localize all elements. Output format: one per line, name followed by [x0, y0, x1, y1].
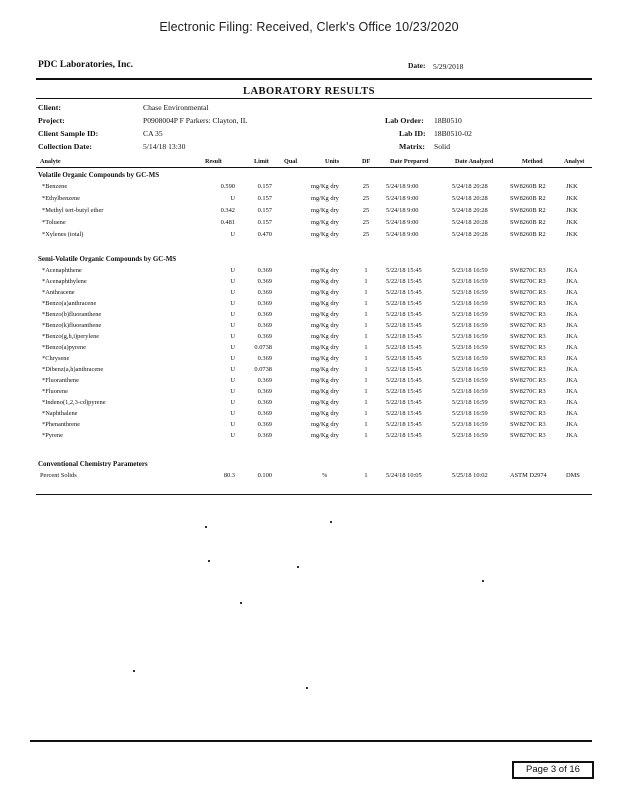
analyte-cell: *Acenaphthene [42, 267, 82, 274]
analyte-cell: *Benzo(b)fluoranthene [42, 311, 102, 318]
analyst-cell: JKA [566, 322, 578, 329]
date-prepared-cell: 5/24/18 10:05 [386, 472, 422, 479]
method-cell: SW8260B R2 [510, 219, 546, 226]
table-row [0, 300, 618, 311]
date-analyzed-cell: 5/23/18 16:59 [452, 300, 488, 307]
df-cell: 1 [364, 278, 368, 285]
lab-id-value: 18B0510-02 [434, 129, 472, 138]
method-cell: SW8270C R3 [510, 333, 546, 340]
result-cell: 80.3 [223, 472, 235, 479]
df-cell: 1 [364, 267, 368, 274]
result-cell: U [230, 432, 235, 439]
result-cell: U [230, 195, 235, 202]
units-cell: mg/Kg dry [311, 207, 339, 214]
col-units: Units [325, 158, 340, 165]
col-method: Method [522, 158, 543, 165]
limit-cell: 0.470 [257, 231, 272, 238]
scan-speck [482, 580, 484, 582]
date-prepared-cell: 5/24/18 9:00 [386, 207, 419, 214]
result-cell: U [230, 399, 235, 406]
date-prepared-cell: 5/22/18 15:45 [386, 355, 422, 362]
method-cell: SW8260B R2 [510, 207, 546, 214]
project-label: Project: [38, 116, 65, 125]
df-cell: 1 [364, 300, 368, 307]
table-row [0, 399, 618, 410]
df-cell: 25 [362, 195, 370, 202]
col-date-analyzed: Date Analyzed [455, 158, 494, 165]
method-cell: SW8270C R3 [510, 289, 546, 296]
result-cell: U [230, 421, 235, 428]
client-sample-id-label: Client Sample ID: [38, 129, 99, 138]
limit-cell: 0.369 [257, 399, 272, 406]
collection-date-label: Collection Date: [38, 142, 92, 151]
df-cell: 25 [362, 183, 370, 190]
result-cell: U [230, 366, 235, 373]
result-cell: 0.342 [220, 207, 235, 214]
date-analyzed-cell: 5/23/18 16:59 [452, 388, 488, 395]
date-analyzed-cell: 5/24/18 20:28 [452, 231, 488, 238]
method-cell: SW8270C R3 [510, 322, 546, 329]
method-cell: ASTM D2974 [510, 472, 547, 479]
date-prepared-cell: 5/24/18 9:00 [386, 195, 419, 202]
df-cell: 25 [362, 231, 370, 238]
date-prepared-cell: 5/22/18 15:45 [386, 410, 422, 417]
table-row [0, 355, 618, 366]
date-prepared-cell: 5/22/18 15:45 [386, 311, 422, 318]
limit-cell: 0.157 [257, 219, 272, 226]
date-analyzed-cell: 5/23/18 16:59 [452, 289, 488, 296]
col-result: Result [205, 158, 222, 165]
table-row [0, 278, 618, 289]
analyst-cell: JKK [566, 183, 578, 190]
limit-cell: 0.369 [257, 300, 272, 307]
scan-speck [240, 602, 242, 604]
df-cell: 1 [364, 344, 368, 351]
analyte-cell: *Xylenes (total) [42, 231, 84, 238]
analyst-cell: JKA [566, 333, 578, 340]
company-name: PDC Laboratories, Inc. [38, 60, 133, 70]
scan-speck [330, 521, 332, 523]
method-cell: SW8260B R2 [510, 231, 546, 238]
result-cell: U [230, 300, 235, 307]
analyte-cell: *Ethylbenzene [42, 195, 80, 202]
report-date: 5/29/2018 [433, 62, 464, 71]
analyst-cell: JKA [566, 311, 578, 318]
limit-cell: 0.369 [257, 333, 272, 340]
units-cell: mg/Kg dry [311, 410, 339, 417]
date-prepared-cell: 5/22/18 15:45 [386, 289, 422, 296]
result-cell: U [230, 289, 235, 296]
df-cell: 1 [364, 377, 368, 384]
analyst-cell: JKA [566, 355, 578, 362]
analyst-cell: JKA [566, 267, 578, 274]
limit-cell: 0.369 [257, 322, 272, 329]
limit-cell: 0.369 [257, 355, 272, 362]
units-cell: mg/Kg dry [311, 388, 339, 395]
method-cell: SW8270C R3 [510, 355, 546, 362]
header-rule [36, 78, 592, 80]
analyte-cell: *Chrysene [42, 355, 70, 362]
df-cell: 1 [364, 421, 368, 428]
limit-cell: 0.157 [257, 183, 272, 190]
page-title: LABORATORY RESULTS [242, 86, 376, 97]
matrix-value: Solid [434, 142, 451, 151]
analyst-cell: JKA [566, 289, 578, 296]
units-cell: mg/Kg dry [311, 432, 339, 439]
project-value: P0908004P F Parkers: Clayton, IL [143, 116, 248, 125]
report-date-label: Date: [408, 61, 426, 70]
limit-cell: 0.369 [257, 388, 272, 395]
analyte-cell: *Benzo(a)pyrene [42, 344, 87, 351]
df-cell: 1 [364, 322, 368, 329]
method-cell: SW8270C R3 [510, 399, 546, 406]
analyte-cell: *Phenanthrene [42, 421, 80, 428]
date-prepared-cell: 5/24/18 9:00 [386, 219, 419, 226]
date-prepared-cell: 5/24/18 9:00 [386, 231, 419, 238]
method-cell: SW8270C R3 [510, 344, 546, 351]
method-cell: SW8270C R3 [510, 421, 546, 428]
analyst-cell: JKA [566, 421, 578, 428]
table-row [0, 311, 618, 322]
client-label: Client: [38, 103, 61, 112]
scan-speck [208, 560, 210, 562]
analyst-cell: JKA [566, 344, 578, 351]
limit-cell: 0.369 [257, 421, 272, 428]
col-date-prepared: Date Prepared [390, 158, 429, 165]
table-row [0, 410, 618, 421]
matrix-label: Matrix: [399, 142, 425, 151]
analyst-cell: JKA [566, 366, 578, 373]
date-analyzed-cell: 5/23/18 16:59 [452, 399, 488, 406]
df-cell: 1 [364, 311, 368, 318]
limit-cell: 0.369 [257, 278, 272, 285]
date-analyzed-cell: 5/23/18 16:59 [452, 421, 488, 428]
date-prepared-cell: 5/24/18 9:00 [386, 183, 419, 190]
date-prepared-cell: 5/22/18 15:45 [386, 278, 422, 285]
limit-cell: 0.157 [257, 207, 272, 214]
client-value: Chase Environmental [143, 103, 209, 112]
analyte-cell: *Dibenz(a,h)anthracene [42, 366, 104, 373]
analyte-cell: *Benzo(a)anthracene [42, 300, 97, 307]
units-cell: mg/Kg dry [311, 322, 339, 329]
date-prepared-cell: 5/22/18 15:45 [386, 399, 422, 406]
col-qual: Qual [284, 158, 298, 165]
date-analyzed-cell: 5/24/18 20:28 [452, 219, 488, 226]
limit-cell: 0.369 [257, 432, 272, 439]
table-row [0, 183, 618, 194]
date-prepared-cell: 5/22/18 15:45 [386, 322, 422, 329]
table-row [0, 333, 618, 344]
df-cell: 1 [364, 388, 368, 395]
df-cell: 25 [362, 219, 370, 226]
analyst-cell: JKA [566, 432, 578, 439]
df-cell: 1 [364, 355, 368, 362]
table-row [0, 366, 618, 377]
scan-speck [133, 670, 135, 672]
date-prepared-cell: 5/22/18 15:45 [386, 333, 422, 340]
analyte-cell: *Methyl tert-butyl ether [42, 207, 104, 214]
col-df: DF [362, 158, 371, 165]
date-analyzed-cell: 5/25/18 10:02 [452, 472, 488, 479]
units-cell: mg/Kg dry [311, 377, 339, 384]
date-analyzed-cell: 5/23/18 16:59 [452, 333, 488, 340]
df-cell: 1 [364, 333, 368, 340]
table-end-rule [36, 494, 592, 495]
date-analyzed-cell: 5/24/18 20:28 [452, 195, 488, 202]
table-row [0, 421, 618, 432]
units-cell: mg/Kg dry [311, 311, 339, 318]
date-prepared-cell: 5/22/18 15:45 [386, 344, 422, 351]
scan-speck [205, 526, 207, 528]
analyte-cell: *Fluorene [42, 388, 68, 395]
col-analyte: Analyte [40, 158, 61, 165]
units-cell: mg/Kg dry [311, 267, 339, 274]
analyte-cell: *Fluoranthene [42, 377, 79, 384]
df-cell: 25 [362, 207, 370, 214]
analyte-cell: Percent Solids [40, 472, 77, 479]
method-cell: SW8260B R2 [510, 183, 546, 190]
limit-cell: 0.100 [257, 472, 272, 479]
units-cell: mg/Kg dry [311, 355, 339, 362]
units-cell: mg/Kg dry [311, 366, 339, 373]
units-cell: mg/Kg dry [311, 231, 339, 238]
analyte-cell: *Toluene [42, 219, 66, 226]
date-prepared-cell: 5/22/18 15:45 [386, 267, 422, 274]
table-row [0, 472, 618, 483]
result-cell: U [230, 344, 235, 351]
table-row [0, 231, 618, 242]
df-cell: 1 [364, 289, 368, 296]
method-cell: SW8260B R2 [510, 195, 546, 202]
df-cell: 1 [364, 366, 368, 373]
analyst-cell: JKA [566, 399, 578, 406]
collection-date-value: 5/14/18 13:30 [143, 142, 186, 151]
result-cell: U [230, 231, 235, 238]
result-cell: U [230, 322, 235, 329]
df-cell: 1 [364, 399, 368, 406]
limit-cell: 0.369 [257, 289, 272, 296]
result-cell: U [230, 278, 235, 285]
date-prepared-cell: 5/22/18 15:45 [386, 388, 422, 395]
analyte-cell: *Benzo(k)fluoranthene [42, 322, 102, 329]
title-rule [36, 98, 592, 99]
analyte-cell: *Naphthalene [42, 410, 78, 417]
units-cell: mg/Kg dry [311, 421, 339, 428]
analyst-cell: JKK [566, 231, 578, 238]
footer-rule [30, 740, 592, 742]
date-analyzed-cell: 5/23/18 16:59 [452, 355, 488, 362]
analyte-cell: *Acenaphthylene [42, 278, 87, 285]
result-cell: 0.481 [220, 219, 235, 226]
analyst-cell: JKK [566, 219, 578, 226]
method-cell: SW8270C R3 [510, 267, 546, 274]
limit-cell: 0.369 [257, 410, 272, 417]
analyst-cell: JKK [566, 195, 578, 202]
analyst-cell: JKA [566, 278, 578, 285]
method-cell: SW8270C R3 [510, 278, 546, 285]
limit-cell: 0.0738 [254, 344, 272, 351]
limit-cell: 0.0738 [254, 366, 272, 373]
table-row [0, 388, 618, 399]
analyte-cell: *Anthracene [42, 289, 75, 296]
limit-cell: 0.369 [257, 377, 272, 384]
result-cell: U [230, 410, 235, 417]
units-cell: mg/Kg dry [311, 300, 339, 307]
date-analyzed-cell: 5/23/18 16:59 [452, 278, 488, 285]
lab-order-value: 18B0510 [434, 116, 462, 125]
table-row [0, 207, 618, 218]
analyte-cell: *Indeno(1,2,3-cd)pyrene [42, 399, 106, 406]
analyst-cell: JKA [566, 410, 578, 417]
date-prepared-cell: 5/22/18 15:45 [386, 432, 422, 439]
date-analyzed-cell: 5/23/18 16:59 [452, 267, 488, 274]
date-analyzed-cell: 5/23/18 16:59 [452, 311, 488, 318]
analyst-cell: JKK [566, 207, 578, 214]
result-cell: U [230, 377, 235, 384]
date-prepared-cell: 5/22/18 15:45 [386, 377, 422, 384]
method-cell: SW8270C R3 [510, 366, 546, 373]
section-title-volatile: Volatile Organic Compounds by GC-MS [38, 171, 160, 179]
result-cell: 0.590 [220, 183, 235, 190]
table-row [0, 267, 618, 278]
client-sample-id-value: CA 35 [143, 129, 163, 138]
date-analyzed-cell: 5/23/18 16:59 [452, 410, 488, 417]
units-cell: mg/Kg dry [311, 289, 339, 296]
date-prepared-cell: 5/22/18 15:45 [386, 300, 422, 307]
col-analyst: Analyst [564, 158, 585, 165]
analyte-cell: *Pyrene [42, 432, 63, 439]
result-cell: U [230, 355, 235, 362]
result-cell: U [230, 333, 235, 340]
lab-order-label: Lab Order: [385, 116, 424, 125]
method-cell: SW8270C R3 [510, 300, 546, 307]
date-analyzed-cell: 5/23/18 16:59 [452, 432, 488, 439]
df-cell: 1 [364, 410, 368, 417]
date-analyzed-cell: 5/23/18 16:59 [452, 366, 488, 373]
limit-cell: 0.157 [257, 195, 272, 202]
analyst-cell: JKA [566, 300, 578, 307]
lab-id-label: Lab ID: [399, 129, 426, 138]
units-cell: mg/Kg dry [311, 333, 339, 340]
date-analyzed-cell: 5/23/18 16:59 [452, 322, 488, 329]
analyst-cell: JKA [566, 388, 578, 395]
section-title-conventional: Conventional Chemistry Parameters [38, 460, 148, 468]
units-cell: % [322, 472, 328, 479]
analyst-cell: DMS [566, 472, 580, 479]
date-analyzed-cell: 5/24/18 20:28 [452, 207, 488, 214]
result-cell: U [230, 311, 235, 318]
date-analyzed-cell: 5/24/18 20:28 [452, 183, 488, 190]
column-header-rule [36, 167, 592, 168]
analyte-cell: *Benzene [42, 183, 68, 190]
scan-speck [306, 687, 308, 689]
method-cell: SW8270C R3 [510, 377, 546, 384]
units-cell: mg/Kg dry [311, 399, 339, 406]
date-prepared-cell: 5/22/18 15:45 [386, 366, 422, 373]
units-cell: mg/Kg dry [311, 183, 339, 190]
limit-cell: 0.369 [257, 267, 272, 274]
table-row [0, 289, 618, 300]
date-analyzed-cell: 5/23/18 16:59 [452, 377, 488, 384]
df-cell: 1 [364, 472, 368, 479]
method-cell: SW8270C R3 [510, 311, 546, 318]
table-row [0, 322, 618, 333]
df-cell: 1 [364, 432, 368, 439]
units-cell: mg/Kg dry [311, 278, 339, 285]
filing-stamp: Electronic Filing: Received, Clerk's Office 10/23/2020 [159, 20, 459, 34]
scan-speck [297, 566, 299, 568]
section-title-semivolatile: Semi-Volatile Organic Compounds by GC-MS [38, 255, 177, 263]
analyst-cell: JKA [566, 377, 578, 384]
units-cell: mg/Kg dry [311, 195, 339, 202]
table-row [0, 219, 618, 230]
col-limit: Limit [254, 158, 269, 165]
date-analyzed-cell: 5/23/18 16:59 [452, 344, 488, 351]
table-row [0, 377, 618, 388]
table-row [0, 432, 618, 443]
table-row [0, 344, 618, 355]
page-number: Page 3 of 16 [512, 761, 594, 779]
limit-cell: 0.369 [257, 311, 272, 318]
units-cell: mg/Kg dry [311, 344, 339, 351]
analyte-cell: *Benzo(g,h,i)perylene [42, 333, 100, 340]
method-cell: SW8270C R3 [510, 432, 546, 439]
result-cell: U [230, 267, 235, 274]
result-cell: U [230, 388, 235, 395]
units-cell: mg/Kg dry [311, 219, 339, 226]
table-row [0, 195, 618, 206]
date-prepared-cell: 5/22/18 15:45 [386, 421, 422, 428]
method-cell: SW8270C R3 [510, 388, 546, 395]
method-cell: SW8270C R3 [510, 410, 546, 417]
